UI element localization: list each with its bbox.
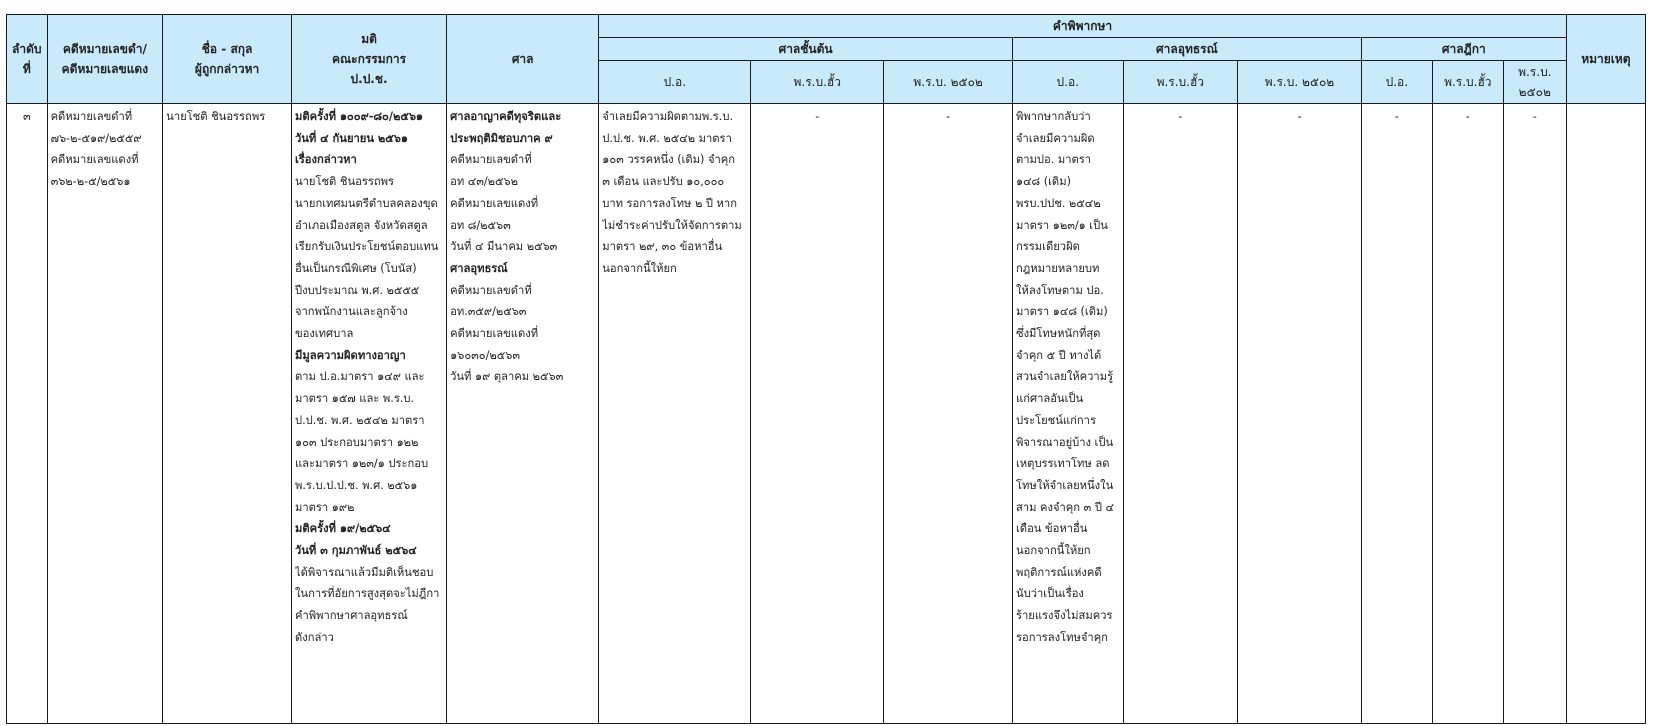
appeal-po-line: โทษให้จำเลยหนึ่งใน	[1015, 478, 1114, 492]
appeal-po-line: นอกจากนี้ให้ยก	[1015, 544, 1091, 558]
court-line: วันที่ ๑๙ ตุลาคม ๒๕๖๓	[450, 370, 564, 384]
resolution-line: ของเทศบาล	[294, 327, 354, 341]
first-po-line: บาท รอการลงโทษ ๒ ปี หาก	[602, 196, 737, 210]
resolution-line: ในการที่อัยการสูงสุดจะไม่ฎีกา	[294, 587, 440, 601]
header-name-line-2: ผู้ถูกกล่าวหา	[194, 62, 260, 76]
judgment-table-container	[6, 14, 1646, 724]
appeal-po-line: เดือน ข้อหาอื่น	[1015, 522, 1088, 536]
court-line: อท ๔๓/๒๕๖๒	[450, 175, 518, 189]
appeal-po-line: สวนจำเลยให้ความรู้	[1015, 370, 1114, 384]
appeal-po-line: ประโยชน์แก่การ	[1015, 413, 1096, 427]
appeal-po-line: พิจารณาอยู่บ้าง เป็น	[1015, 435, 1114, 449]
resolution-line: เรื่องกล่าวหา	[294, 153, 357, 167]
header-court: ศาล	[447, 15, 599, 104]
resolution-line: อำเภอเมืองสตูล จังหวัดสตูล	[294, 218, 428, 232]
appeal-po-line: จำคุก ๕ ปี ทางได้	[1015, 348, 1102, 362]
resolution-line: ป.ป.ช. พ.ศ. ๒๕๔๒ มาตรา	[294, 413, 425, 427]
resolution-line: ๑๐๓ ประกอบมาตรา ๑๒๒	[294, 435, 419, 449]
header-no	[7, 15, 48, 104]
court-line: คดีหมายเลขดำที่	[450, 153, 532, 167]
first-po-line: ๑๐๓ วรรคหนึ่ง (เดิม) จำคุก	[602, 153, 736, 167]
first-po-line: จำเลยมีความผิดตามพ.ร.บ.	[602, 110, 733, 123]
cell-accused-name: นายโชติ ชินอรรถพร	[163, 104, 292, 724]
resolution-line: มาตรา ๑๕๗ และ พ.ร.บ.	[294, 392, 415, 406]
cell-no: ๓	[7, 104, 48, 724]
appeal-po-line: ซึ่งมีโทษหนักที่สุด	[1015, 327, 1101, 341]
case-line: คดีหมายเลขแดงที่	[50, 153, 139, 167]
appeal-po-line: เหตุบรรเทาโทษ ลด	[1015, 457, 1110, 471]
resolution-line: วันที่ ๓ กุมภาพันธ์ ๒๕๖๔	[294, 544, 417, 558]
resolution-line: และมาตรา ๑๒๓/๑ ประกอบ	[294, 457, 429, 471]
resolution-line: ได้พิจารณาแล้วมีมติเห็นชอบ	[294, 565, 434, 579]
appeal-po-line: ร้ายแรงจึงไม่สมควร	[1015, 609, 1113, 623]
header-first-prb-2502: พ.ร.บ. ๒๕๐๒	[884, 61, 1013, 104]
cell-case-number	[47, 104, 163, 724]
cell-nacc-resolution	[291, 104, 446, 724]
appeal-po-line: พิพากษากลับว่า	[1015, 110, 1091, 123]
header-supreme-prb-2502-line-1: พ.ร.บ.	[1518, 65, 1552, 79]
header-supreme-prb-2502-line-2: ๒๕๐๒	[1518, 85, 1551, 99]
header-resolution-line-2: คณะกรรมการ	[331, 52, 407, 66]
cell-first-prb-2502: -	[884, 104, 1013, 724]
appeal-po-line: ให้ลงโทษตาม ปอ.	[1015, 283, 1104, 297]
appeal-po-line: กรรมเดียวผิด	[1015, 240, 1080, 254]
resolution-line: นายกเทศมนตรีตำบลคลองขุด	[294, 196, 438, 210]
resolution-line: คำพิพากษาศาลอุทธรณ์	[294, 609, 408, 623]
court-line: อท ๘/๒๕๖๓	[450, 218, 511, 232]
appeal-po-line: ตามปอ. มาตรา	[1015, 153, 1092, 167]
cell-court	[447, 104, 599, 724]
resolution-line: พ.ร.บ.ป.ป.ช. พ.ศ. ๒๕๖๑	[294, 478, 418, 492]
cell-first-po	[599, 104, 751, 724]
cell-first-prb-hua: -	[751, 104, 884, 724]
header-supreme-prb-2502	[1503, 61, 1566, 104]
header-judgment: คำพิพากษา	[599, 15, 1567, 38]
cell-appeal-po	[1012, 104, 1123, 724]
header-name-line-1: ชื่อ - สกุล	[201, 42, 253, 56]
first-po-line: ๓ เดือน และปรับ ๑๐,๐๐๐	[602, 175, 725, 189]
header-first-prb-hua: พ.ร.บ.ฮั้ว	[751, 61, 884, 104]
header-case-line-2: คดีหมายเลขแดง	[61, 62, 149, 76]
appeal-po-line: สาม คงจำคุก ๓ ปี ๔	[1015, 500, 1114, 514]
header-accused-name	[163, 15, 292, 104]
header-case-line-1: คดีหมายเลขดำ/	[62, 42, 147, 56]
resolution-line: มติครั้งที่ ๑๐๐๙-๘๐/๒๕๖๑	[294, 110, 424, 123]
header-appeal-prb-hua: พ.ร.บ.ฮั้ว	[1123, 61, 1238, 104]
header-resolution-line-3: ป.ป.ช.	[350, 72, 388, 86]
resolution-line: มีมูลความผิดทางอาญา	[294, 348, 406, 362]
cell-supreme-prb-2502: -	[1503, 104, 1566, 724]
header-appeal-prb-2502: พ.ร.บ. ๒๕๐๒	[1238, 61, 1362, 104]
case-line: คดีหมายเลขดำที่	[50, 110, 133, 123]
court-line: คดีหมายเลขดำที่	[450, 283, 532, 297]
resolution-line: อื่นเป็นกรณีพิเศษ (โบนัส)	[294, 261, 417, 275]
resolution-line: นายโชติ ชินอรรถพร	[294, 175, 395, 189]
cell-supreme-prb-hua: -	[1432, 104, 1503, 724]
court-line: คดีหมายเลขแดงที่	[450, 327, 539, 341]
judgment-table	[6, 14, 1646, 724]
header-court-appeal: ศาลอุทธรณ์	[1012, 38, 1361, 61]
court-line: ๑๖๐๓๐/๒๕๖๓	[450, 348, 520, 362]
appeal-po-line: แก่ศาลอันเป็น	[1015, 392, 1084, 406]
resolution-line: เรียกรับเงินประโยชน์ตอบแทน	[294, 240, 439, 254]
header-court-supreme: ศาลฎีกา	[1361, 38, 1566, 61]
cell-remark	[1566, 104, 1645, 724]
header-appeal-po: ป.อ.	[1012, 61, 1123, 104]
case-line: ๓๖๒-๒-๕/๒๕๖๑	[50, 175, 131, 189]
cell-appeal-prb-2502: -	[1238, 104, 1362, 724]
appeal-po-line: จำเลยมีความผิด	[1015, 131, 1095, 145]
appeal-po-line: พฤติการณ์แห่งคดี	[1015, 565, 1102, 579]
appeal-po-line: รอการลงโทษจำคุก	[1015, 630, 1108, 644]
first-po-line: นอกจากนี้ให้ยก	[602, 261, 677, 275]
court-line: ประพฤติมิชอบภาค ๙	[450, 131, 553, 145]
court-line: วันที่ ๔ มีนาคม ๒๕๖๓	[450, 240, 558, 254]
resolution-line: จากพนักงานและลูกจ้าง	[294, 305, 408, 319]
appeal-po-line: พรบ.ปปช. ๒๕๔๒	[1015, 196, 1101, 210]
header-case-number	[47, 15, 163, 104]
header-no-line-1: ลำดับ	[12, 42, 42, 56]
court-line: ศาลอาญาคดีทุจริตและ	[450, 110, 562, 123]
header-no-line-2: ที่	[22, 62, 31, 76]
header-court-first-instance: ศาลชั้นต้น	[599, 38, 1013, 61]
header-resolution-line-1: มติ	[361, 32, 377, 46]
case-line: ๗๖-๒-๕๑๙/๒๕๕๙	[50, 131, 142, 145]
appeal-po-line: มาตรา ๑๒๓/๑ เป็น	[1015, 218, 1108, 232]
first-po-line: ไม่ชำระค่าปรับให้จัดการตาม	[602, 218, 742, 232]
header-supreme-po: ป.อ.	[1361, 61, 1432, 104]
resolution-line: มติครั้งที่ ๑๙/๒๕๖๔	[294, 522, 391, 536]
resolution-line: วันที่ ๔ กันยายน ๒๕๖๑	[294, 131, 408, 145]
header-remark: หมายเหตุ	[1566, 15, 1645, 104]
resolution-line: ปีงบประมาณ พ.ศ. ๒๕๕๕	[294, 283, 420, 297]
court-line: ศาลอุทธรณ์	[450, 261, 508, 275]
appeal-po-line: นับว่าเป็นเรื่อง	[1015, 587, 1084, 601]
header-supreme-prb-hua: พ.ร.บ.ฮั้ว	[1432, 61, 1503, 104]
resolution-line: มาตรา ๑๙๒	[294, 500, 355, 514]
resolution-line: ดังกล่าว	[294, 630, 334, 644]
cell-appeal-prb-hua: -	[1123, 104, 1238, 724]
resolution-line: ตาม ป.อ.มาตรา ๑๔๙ และ	[294, 370, 425, 384]
court-line: คดีหมายเลขแดงที่	[450, 196, 539, 210]
appeal-po-line: มาตรา ๑๔๘ (เดิม)	[1015, 305, 1108, 319]
first-po-line: มาตรา ๒๙, ๓๐ ข้อหาอื่น	[602, 240, 723, 254]
cell-supreme-po: -	[1361, 104, 1432, 724]
header-first-po: ป.อ.	[599, 61, 751, 104]
court-line: อท.๓๕๙/๒๕๖๓	[450, 305, 527, 319]
table-row	[7, 104, 1646, 724]
appeal-po-line: กฎหมายหลายบท	[1015, 261, 1100, 275]
first-po-line: ป.ป.ช. พ.ศ. ๒๕๔๒ มาตรา	[602, 131, 732, 145]
header-nacc-resolution	[291, 15, 446, 104]
appeal-po-line: ๑๔๘ (เดิม)	[1015, 175, 1071, 189]
